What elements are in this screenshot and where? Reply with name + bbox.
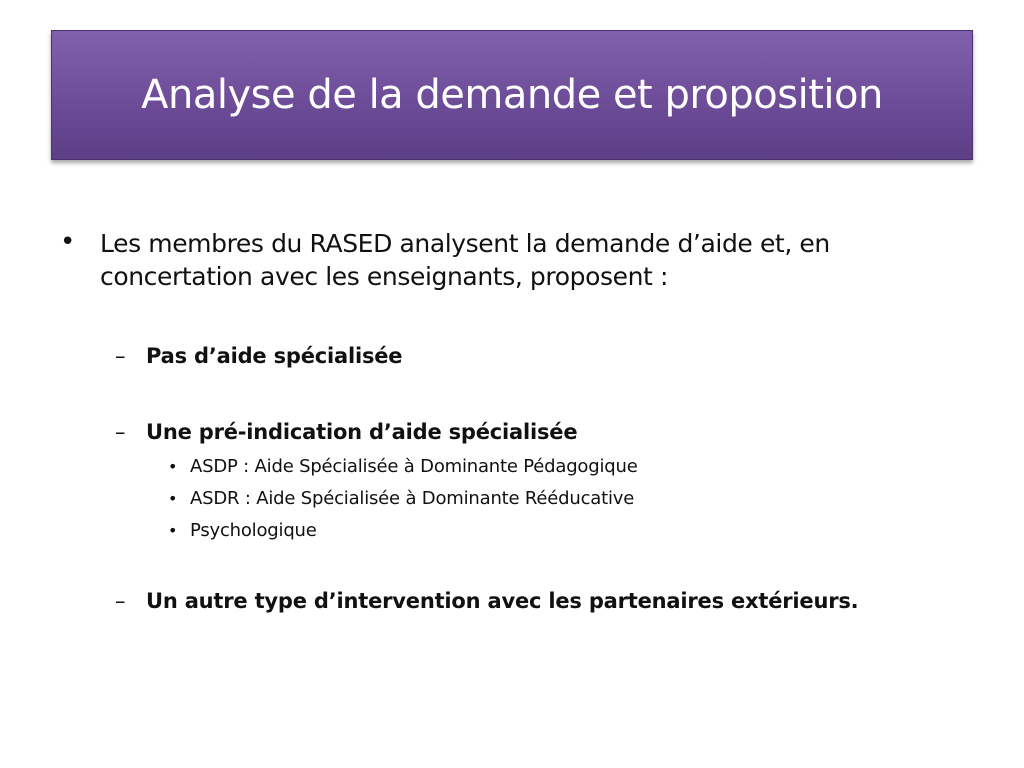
sub-bullet-icon: • bbox=[168, 489, 178, 508]
slide-title: Analyse de la demande et proposition bbox=[141, 72, 883, 118]
option-no-help: Pas d’aide spécialisée bbox=[146, 344, 403, 368]
option-pre-indication: Une pré-indication d’aide spécialisée bbox=[146, 420, 578, 444]
sub-item-asdr: ASDR : Aide Spécialisée à Dominante Rééducative bbox=[190, 488, 635, 509]
sub-bullet-icon: • bbox=[168, 521, 178, 540]
dash-icon: – bbox=[115, 589, 126, 613]
main-bullet-icon: • bbox=[60, 227, 76, 257]
sub-item-asdp: ASDP : Aide Spécialisée à Dominante Pédagogique bbox=[190, 456, 638, 477]
sub-item-psychologique: Psychologique bbox=[190, 520, 317, 541]
option-external-partners: Un autre type d’intervention avec les partenaires extérieurs. bbox=[146, 589, 859, 613]
main-bullet-text: Les membres du RASED analysent la demande d’aide et, en concertation avec les enseignants, proposent : bbox=[100, 229, 830, 291]
dash-icon: – bbox=[115, 344, 126, 368]
dash-icon: – bbox=[115, 420, 126, 444]
sub-bullet-icon: • bbox=[168, 457, 178, 476]
